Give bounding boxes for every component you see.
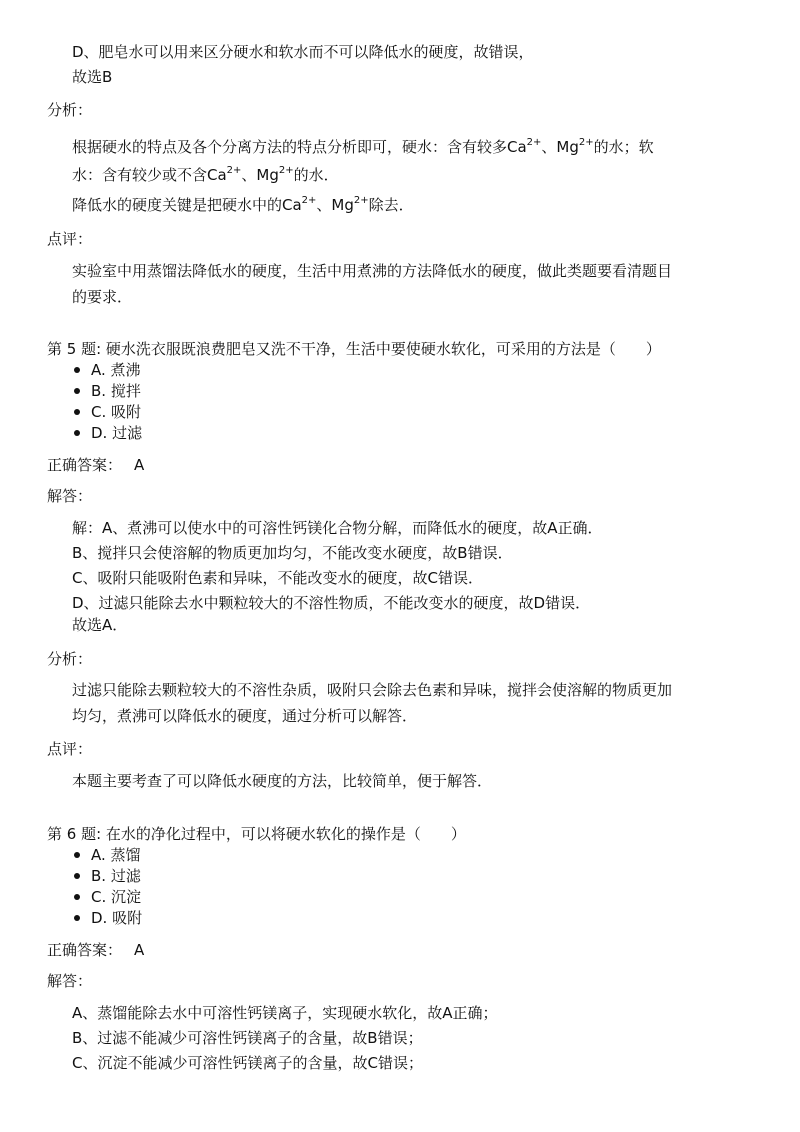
- bullet-icon: [74, 852, 80, 858]
- bullet-icon: [74, 894, 80, 900]
- bullet-icon: [74, 367, 80, 373]
- bullet-icon: [74, 915, 80, 921]
- question-title: 第 5 题: 硬水洗衣服既浪费肥皂又洗不干净，生活中要使硬水软化，可采用的方法是（ ）: [47, 340, 661, 358]
- solution-label: 解答：: [47, 487, 93, 505]
- bullet-icon: [74, 388, 80, 394]
- solution-conclusion: 故选B: [72, 68, 113, 86]
- question-title: 第 6 题: 在水的净化过程中，可以将硬水软化的操作是（ ）: [47, 825, 466, 843]
- option-item: B. 过滤: [74, 866, 141, 886]
- comment-line: 本题主要考查了可以降低水硬度的方法，比较简单，便于解答．: [72, 772, 493, 790]
- solution-line: 故选A．: [72, 616, 128, 634]
- comment-label: 点评：: [47, 740, 93, 758]
- solution-line: C、吸附只能吸附色素和异味，不能改变水的硬度，故C错误．: [72, 569, 483, 587]
- option-item: B. 搅拌: [74, 381, 141, 401]
- answer-line: [47, 940, 144, 960]
- bullet-icon: [74, 409, 80, 415]
- solution-line: B、过滤不能减少可溶性钙镁离子的含量，故B错误；: [72, 1029, 423, 1047]
- solution-line: 解：A、煮沸可以使水中的可溶性钙镁化合物分解，而降低水的硬度，故A正确．: [72, 519, 603, 537]
- answer-line: [47, 455, 144, 475]
- answer-value: A: [134, 456, 145, 474]
- option-item: C. 吸附: [74, 402, 141, 422]
- bullet-icon: [74, 430, 80, 436]
- analysis-label: 分析：: [47, 650, 93, 668]
- option-item: A. 煮沸: [74, 360, 141, 380]
- solution-label: 解答：: [47, 972, 93, 990]
- comment-line-1: 实验室中用蒸馏法降低水的硬度，生活中用煮沸的方法降低水的硬度，做此类题要看清题目: [72, 262, 673, 280]
- bullet-icon: [74, 873, 80, 879]
- analysis-line-1: 根据硬水的特点及各个分离方法的特点分析即可，硬水：含有较多$Ca^{2+}$、$Mg^{2+}$的水；软: [72, 137, 654, 156]
- option-item: D. 吸附: [74, 908, 142, 928]
- analysis-line: 过滤只能除去颗粒较大的不溶性杂质，吸附只会除去色素和异味，搅拌会使溶解的物质更加: [72, 681, 673, 699]
- solution-line: D、过滤只能除去水中颗粒较大的不溶性物质，不能改变水的硬度，故D错误．: [72, 594, 591, 612]
- answer-value: A: [134, 941, 145, 959]
- analysis-line: 均匀，煮沸可以降低水的硬度，通过分析可以解答．: [72, 707, 418, 725]
- solution-line-d: D、肥皂水可以用来区分硬水和软水而不可以降低水的硬度，故错误，: [72, 43, 534, 61]
- option-item: A. 蒸馏: [74, 845, 141, 865]
- solution-line: C、沉淀不能减少可溶性钙镁离子的含量，故C错误；: [72, 1054, 423, 1072]
- analysis-label: 分析：: [47, 101, 93, 119]
- analysis-line-2: 水：含有较少或不含$Ca^{2+}$、$Mg^{2+}$的水．: [72, 165, 339, 184]
- solution-line: B、搅拌只会使溶解的物质更加均匀，不能改变水硬度，故B错误．: [72, 544, 513, 562]
- solution-line: A、蒸馏能除去水中可溶性钙镁离子，实现硬水软化，故A正确；: [72, 1004, 498, 1022]
- comment-line-2: 的要求．: [72, 288, 133, 306]
- analysis-line-3: 降低水的硬度关键是把硬水中的$Ca^{2+}$、$Mg^{2+}$除去．: [72, 195, 414, 214]
- option-item: C. 沉淀: [74, 887, 141, 907]
- option-item: D. 过滤: [74, 423, 142, 443]
- comment-label: 点评：: [47, 230, 93, 248]
- answer-label: 正确答案：: [47, 456, 123, 474]
- answer-label: 正确答案：: [47, 941, 123, 959]
